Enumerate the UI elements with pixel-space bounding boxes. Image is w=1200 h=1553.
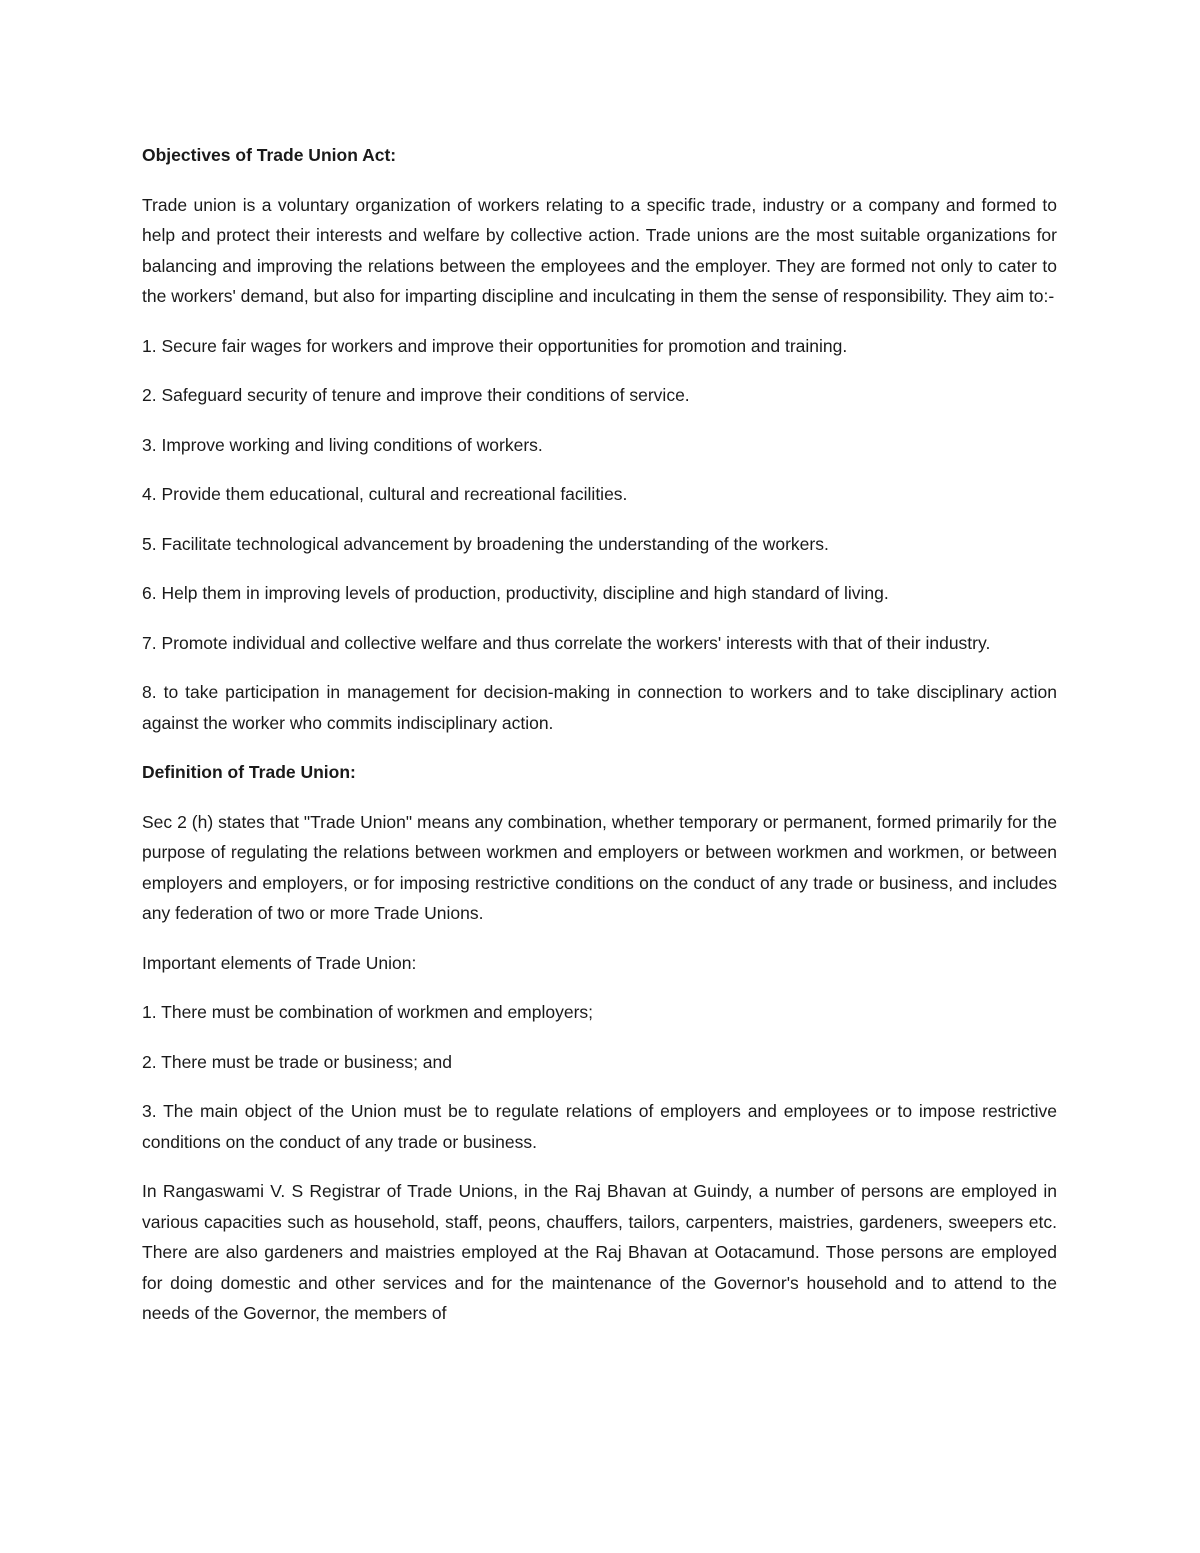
item-number: 8. — [142, 682, 157, 702]
item-number: 4. — [142, 484, 157, 504]
item-text: There must be trade or business; and — [156, 1051, 453, 1072]
item-text: Improve working and living conditions of workers. — [156, 434, 543, 455]
element-item — [142, 997, 1057, 1028]
item-number: 5. — [142, 533, 157, 554]
element-item — [142, 1096, 1057, 1157]
item-number: 2. — [142, 385, 157, 405]
item-number: 1. — [142, 1002, 157, 1022]
item-number: 1. — [142, 335, 157, 356]
element-item — [142, 1047, 1057, 1078]
item-text: The main object of the Union must be to regulate relations of employers and employees or to impose restrictive conditions on the conduct of any trade or business. — [142, 1101, 1057, 1152]
item-text: Promote individual and collective welfare and thus correlate the workers' interests with that of their industry. — [156, 632, 991, 653]
objective-item — [142, 529, 1057, 560]
item-text: Help them in improving levels of production, productivity, discipline and high standard of living. — [156, 583, 889, 603]
item-number: 2. — [142, 1051, 157, 1072]
objective-item — [142, 628, 1057, 659]
elements-heading: Important elements of Trade Union: — [142, 952, 417, 973]
item-number: 3. — [142, 434, 157, 455]
objective-item — [142, 677, 1057, 738]
objective-item — [142, 479, 1057, 510]
item-number: 7. — [142, 632, 157, 653]
item-text: There must be combination of workmen and employers; — [156, 1002, 594, 1022]
item-number: 3. — [142, 1101, 157, 1121]
item-text: to take participation in management for decision-making in connection to workers and to take disciplinary action against the worker who commits indisciplinary action. — [142, 682, 1057, 733]
item-text: Secure fair wages for workers and improve their opportunities for promotion and training. — [156, 335, 848, 356]
section-heading-definition: Definition of Trade Union: — [142, 762, 356, 782]
intro-paragraph: Trade union is a voluntary organization of workers relating to a specific trade, industry or a company and formed to help and protect their interests and welfare by collective action. Trade unions are the most suitable organizations for balancing and improving the relations between the employees and the employer. They are formed not only to cater to the workers' demand, but also for imparting discipline and inculcating in them the sense of responsibility. They aim to:- — [142, 194, 1057, 306]
objective-item — [142, 380, 1057, 411]
item-text: Provide them educational, cultural and recreational facilities. — [156, 484, 628, 504]
section-heading-objectives: Objectives of Trade Union Act: — [142, 145, 397, 165]
objective-item — [142, 331, 1057, 362]
document-body — [142, 140, 1057, 1348]
item-number: 6. — [142, 583, 157, 603]
definition-paragraph: Sec 2 (h) states that "Trade Union" means any combination, whether temporary or permanent, formed primarily for the purpose of regulating the relations between workmen and employers or between workmen and workmen, or between employers and employers, or for imposing restrictive conditions on the conduct of any trade or business, and includes any federation of two or more Trade Unions. — [142, 811, 1057, 923]
objective-item — [142, 578, 1057, 609]
objective-item — [142, 430, 1057, 461]
item-text: Safeguard security of tenure and improve their conditions of service. — [156, 385, 690, 405]
item-text: Facilitate technological advancement by broadening the understanding of the workers. — [156, 533, 829, 554]
case-paragraph: In Rangaswami V. S Registrar of Trade Unions, in the Raj Bhavan at Guindy, a number of persons are employed in various capacities such as household, staff, peons, chauffers, tailors, carpenters, maistries, gardeners, sweepers etc. There are also gardeners and maistries employed at the Raj Bhavan at Ootacamund. Those persons are employed for doing domestic and other services and for the maintenance of the Governor's household and to attend to the needs of the Governor, the members of — [142, 1181, 1057, 1323]
